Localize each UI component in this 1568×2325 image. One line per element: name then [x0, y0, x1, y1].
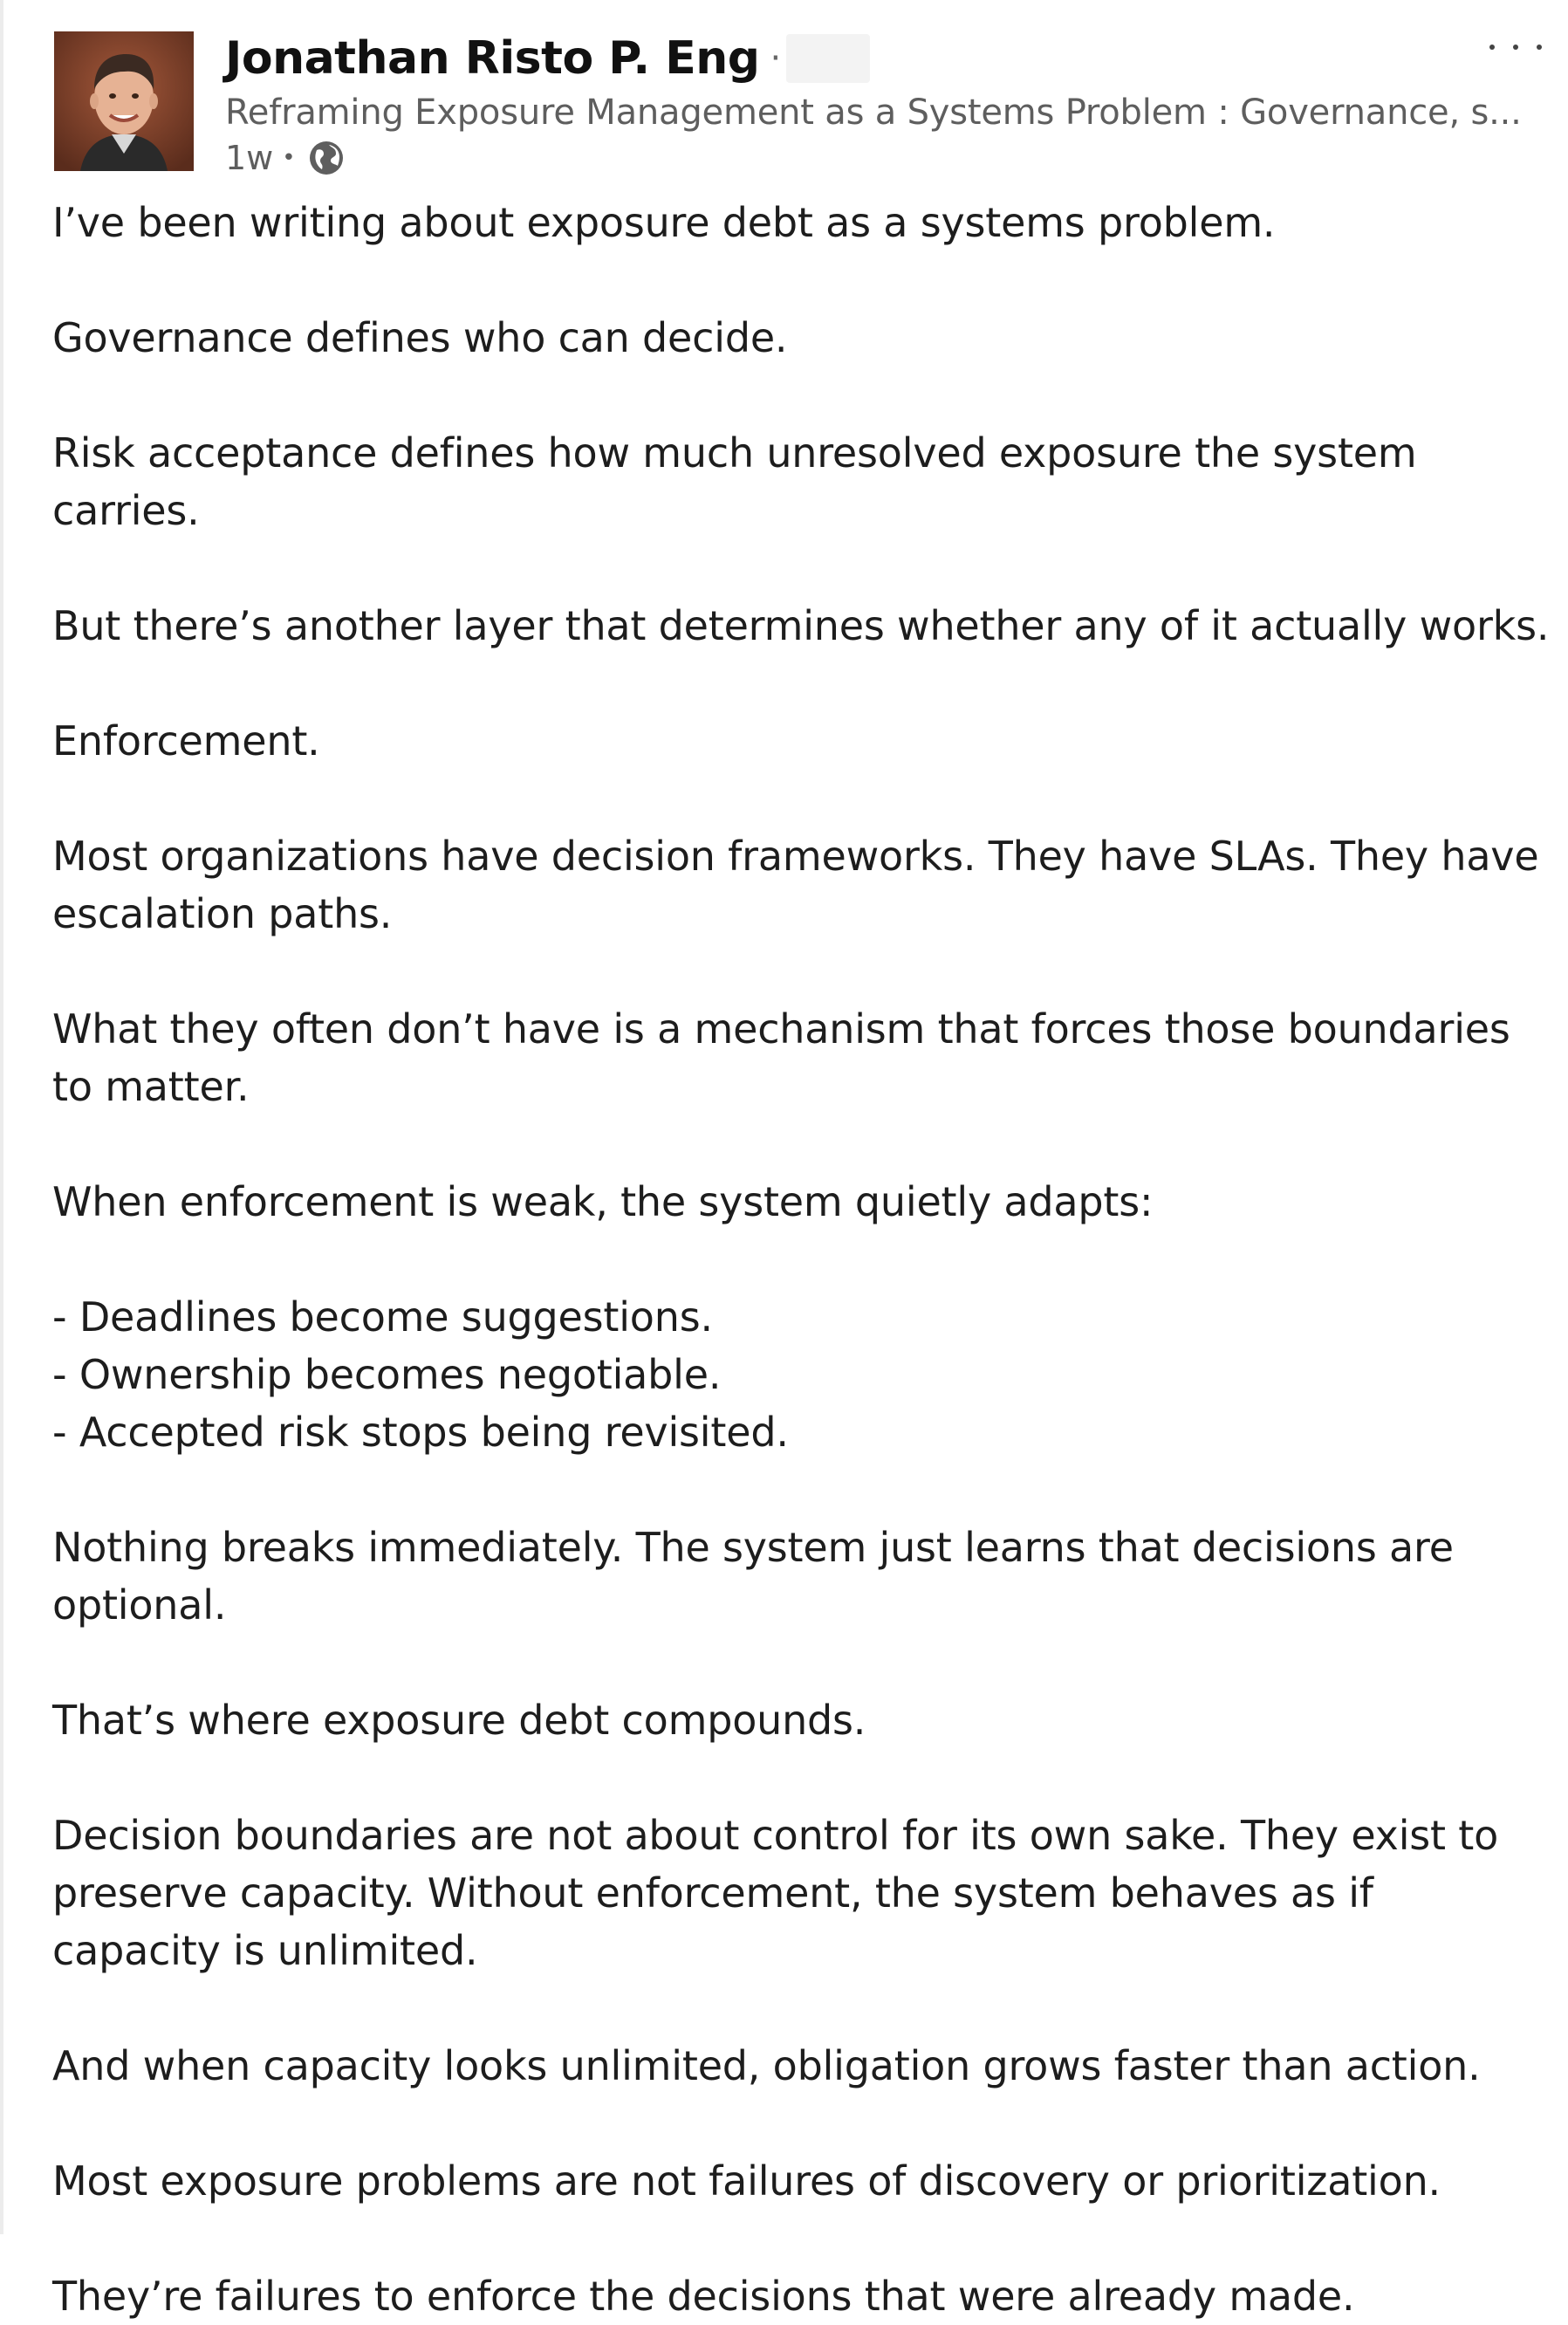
more-dot [1513, 45, 1518, 50]
name-row [225, 30, 1482, 87]
name-separator: · [770, 38, 782, 79]
post-body [52, 194, 1553, 2325]
post-paragraph: What they often don’t have is a mechanism that forces those boundaries to matter. [52, 1005, 1510, 1110]
author-headline[interactable]: Reframing Exposure Management as a Systems Problem : Governance, s... [225, 93, 1522, 133]
avatar-photo [54, 31, 194, 171]
post-timestamp-row [225, 136, 1482, 180]
post-paragraph: Decision boundaries are not about control for its own sake. They exist to preserve capacity. Without enforcement, the system behaves as if capacity is unlimited. [52, 1812, 1499, 1974]
post-paragraph: And when capacity looks unlimited, obligation grows faster than action. [52, 2042, 1481, 2089]
post-bullet-list: - Deadlines become suggestions. - Ownership becomes negotiable. - Accepted risk stops being revisited. [52, 1293, 789, 1456]
timestamp-separator: • [282, 145, 296, 171]
author-name[interactable]: Jonathan Risto P. Eng [225, 32, 760, 85]
post-paragraph: Enforcement. [52, 717, 320, 765]
author-meta [225, 30, 1522, 180]
author-avatar[interactable] [54, 31, 194, 171]
more-options-icon[interactable] [1489, 30, 1542, 65]
globe-icon [306, 138, 346, 178]
post-paragraph: I’ve been writing about exposure debt as a systems problem. [52, 199, 1276, 246]
post-paragraph: Most exposure problems are not failures of discovery or prioritization. [52, 2157, 1441, 2205]
post-paragraph: But there’s another layer that determines whether any of it actually works. [52, 602, 1550, 649]
post-paragraph: Risk acceptance defines how much unresolved exposure the system carries. [52, 429, 1417, 534]
post-paragraph: They’re failures to enforce the decisions that were already made. [52, 2273, 1355, 2320]
post-paragraph: Most organizations have decision frameworks. They have SLAs. They have escalation paths. [52, 833, 1539, 937]
post-paragraph: That’s where exposure debt compounds. [52, 1697, 866, 1744]
post-timestamp[interactable]: 1w [225, 139, 274, 177]
post-paragraph: Governance defines who can decide. [52, 314, 788, 361]
more-dot [1489, 45, 1495, 50]
post-paragraph: Nothing breaks immediately. The system just learns that decisions are optional. [52, 1524, 1454, 1629]
more-dot [1537, 45, 1542, 50]
post-header [54, 30, 1537, 178]
post-paragraph: When enforcement is weak, the system quietly adapts: [52, 1178, 1154, 1225]
connection-degree-redacted [786, 34, 870, 83]
